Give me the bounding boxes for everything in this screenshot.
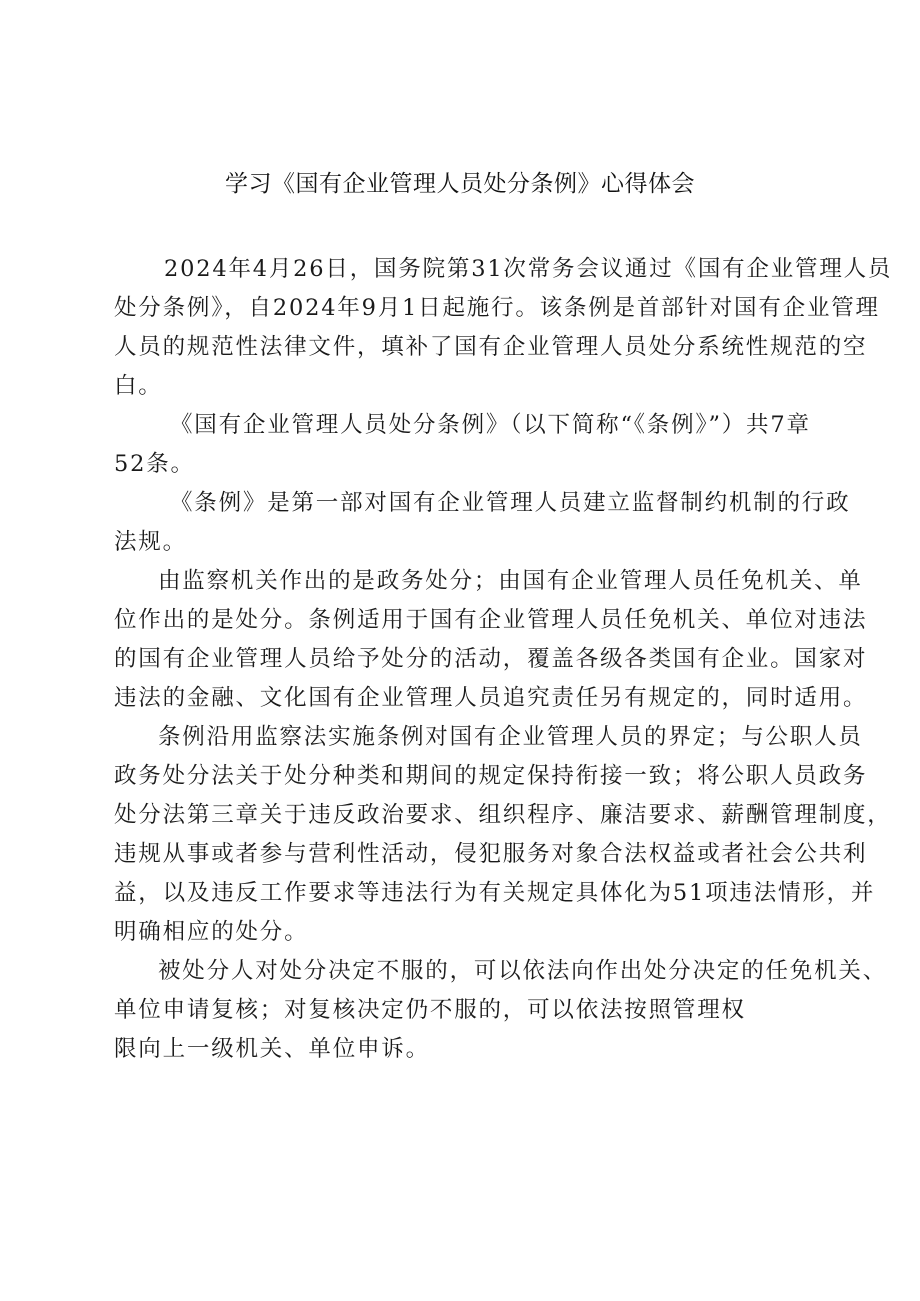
- paragraph-3: [114, 484, 851, 562]
- text-line: 2024年4月26日，国务院第31次常务会议通过《国有企业管理人员: [164, 256, 893, 282]
- text-line: 条例沿用监察法实施条例对国有企业管理人员的界定；与公职人员: [158, 724, 863, 750]
- text-line: 《条例》是第一部对国有企业管理人员建立监督制约机制的行政: [170, 490, 851, 516]
- text-line: 被处分人对处分决定不服的，可以依法向作出处分决定的任免机关、: [158, 958, 888, 984]
- text-line: 处分条例》，自2024年9月1日起施行。该条例是首部针对国有企业管理: [114, 295, 880, 321]
- paragraph-5: [114, 718, 892, 952]
- text-line: 的国有企业管理人员给予处分的活动，覆盖各级各类国有企业。国家对: [114, 646, 868, 672]
- text-line: 限向上一级机关、单位申诉。: [114, 1036, 430, 1062]
- text-line: 白。: [114, 373, 163, 399]
- text-line: 法规。: [114, 529, 187, 555]
- paragraph-4: [114, 562, 868, 718]
- text-line: 《国有企业管理人员处分条例》（以下简称“《条例》”）共7章: [170, 412, 811, 438]
- document-title: 学习《国有企业管理人员处分条例》心得体会: [225, 171, 695, 197]
- text-line: 明确相应的处分。: [114, 919, 309, 945]
- text-line: 政务处分法关于处分种类和期间的规定保持衔接一致；将公职人员政务: [114, 763, 868, 789]
- text-line: 违规从事或者参与营利性活动，侵犯服务对象合法权益或者社会公共利: [114, 841, 868, 867]
- text-line: 处分法第三章关于违反政治要求、组织程序、廉洁要求、薪酬管理制度，: [114, 802, 892, 828]
- paragraph-6: [114, 952, 888, 1069]
- text-line: 位作出的是处分。条例适用于国有企业管理人员任免机关、单位对违法: [114, 607, 868, 633]
- document-body: [114, 250, 893, 1069]
- text-line: 52条。: [114, 451, 195, 477]
- paragraph-2: [114, 406, 814, 484]
- text-line: 单位申请复核；对复核决定仍不服的，可以依法按照管理权: [114, 997, 746, 1023]
- paragraph-1: [114, 250, 893, 406]
- text-line: 人员的规范性法律文件，填补了国有企业管理人员处分系统性规范的空: [114, 334, 868, 360]
- text-line: 益，以及违反工作要求等违法行为有关规定具体化为51项违法情形，并: [114, 880, 876, 906]
- text-line: 违法的金融、文化国有企业管理人员追究责任另有规定的，同时适用。: [114, 685, 868, 711]
- text-line: 由监察机关作出的是政务处分；由国有企业管理人员任免机关、单: [158, 568, 863, 594]
